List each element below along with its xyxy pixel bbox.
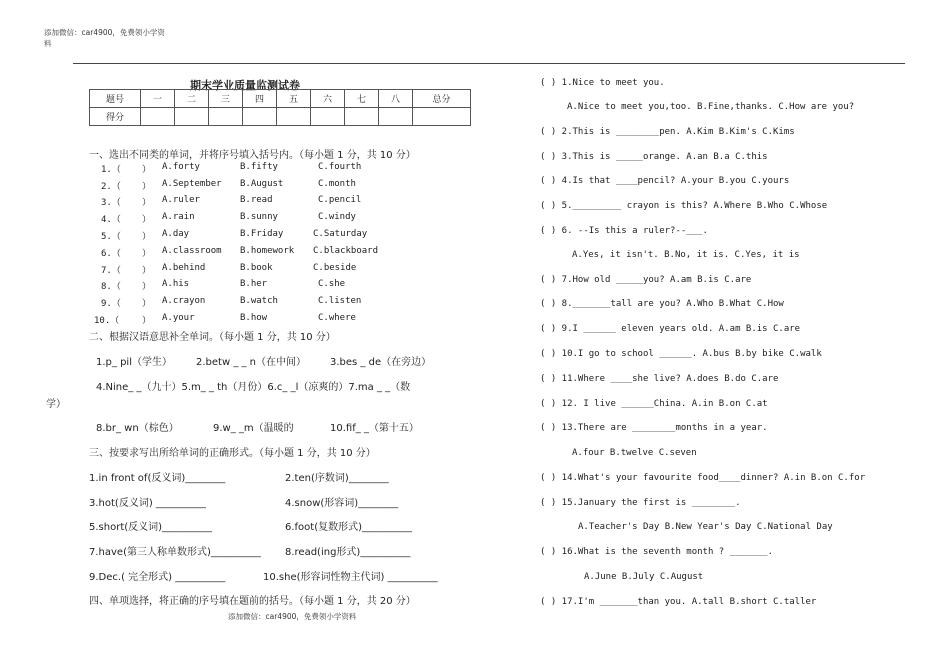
question-item: ( ) 11.Where ____she live? A.does B.do C.are	[540, 374, 779, 384]
section2-line2-wrap: 学）	[46, 399, 66, 410]
score-header-row	[90, 90, 471, 108]
question-item: ( ) 12. I live ______China. A.in B.on C.at	[540, 399, 768, 409]
section1-c: C.beside	[313, 263, 357, 273]
section1-c: C.fourth	[318, 162, 362, 172]
section4-heading: 四、单项选择，将正确的序号填在题前的括号。（每小题 1 分，共 20 分）	[89, 596, 416, 607]
section1-num: 8.（	[101, 282, 121, 292]
section1-b: B.read	[240, 195, 273, 205]
section1-b: B.August	[240, 179, 284, 189]
score-cell: 总分	[413, 90, 471, 108]
question-item: ( ) 15.January the first is ________.	[540, 498, 741, 508]
section3-item: 8.read(ing形式)__________	[285, 547, 411, 558]
section1-a: A.ruler	[162, 195, 200, 205]
section1-a: A.your	[162, 313, 195, 323]
section1-paren[interactable]: ）	[142, 165, 152, 175]
section3-item: 7.have(第三人称单数形式)__________	[89, 547, 261, 558]
section1-num: 6.（	[101, 249, 121, 259]
section1-b: B.how	[240, 313, 268, 323]
question-item: ( ) 17.I'm _______than you. A.tall B.short C.taller	[540, 597, 817, 607]
section1-c: C.Saturday	[313, 229, 368, 239]
question-item: ( ) 7.How old _____you? A.am B.is C.are	[540, 275, 752, 285]
section3-heading: 三、按要求写出所给单词的正确形式。（每小题 1 分，共 10 分）	[89, 448, 376, 459]
section1-b: B.Friday	[240, 229, 284, 239]
score-blank[interactable]	[141, 108, 175, 126]
score-blank[interactable]	[379, 108, 413, 126]
question-item: ( ) 1.Nice to meet you.	[540, 78, 665, 88]
section1-b: B.homework	[240, 246, 295, 256]
section1-c: C.windy	[318, 212, 356, 222]
section1-b: B.book	[240, 263, 273, 273]
score-blank[interactable]	[243, 108, 277, 126]
question-item: ( ) 16.What is the seventh month ? _______.	[540, 547, 773, 557]
score-label: 得分	[90, 108, 141, 126]
score-blank[interactable]	[345, 108, 379, 126]
score-cell: 六	[311, 90, 345, 108]
section1-paren[interactable]: ）	[142, 215, 152, 225]
section1-a: A.his	[162, 279, 190, 289]
score-table	[89, 89, 471, 126]
section3-item: 2.ten(序数词)________	[285, 473, 389, 484]
section1-a: A.behind	[162, 263, 206, 273]
section1-paren[interactable]: ）	[142, 316, 152, 326]
question-item: ( ) 2.This is ________pen. A.Kim B.Kim's C.Kims	[540, 127, 795, 137]
section3-item: 6.foot(复数形式)__________	[285, 522, 413, 533]
section1-c: C.month	[318, 179, 356, 189]
section2-item: 2.betw _ _ n（在中间）	[196, 357, 307, 368]
section1-paren[interactable]: ）	[142, 299, 152, 309]
question-options: A.four B.twelve C.seven	[572, 448, 697, 458]
score-value-row	[90, 108, 471, 126]
question-item: ( ) 8._______tall are you? A.Who B.What C.How	[540, 299, 784, 309]
section1-num: 1.（	[101, 165, 121, 175]
score-blank[interactable]	[277, 108, 311, 126]
section2-item: 9.w_ _m（温暖的	[213, 423, 294, 434]
top-divider	[73, 63, 905, 64]
score-cell: 八	[379, 90, 413, 108]
section3-item: 4.snow(形容词)________	[285, 498, 399, 509]
page-title: 期末学业质量监测试卷	[190, 79, 300, 92]
section2-item: 1.p_ pil（学生）	[96, 357, 172, 368]
question-item: ( ) 6. --Is this a ruler?--___.	[540, 226, 708, 236]
section3-item: 1.in front of(反义词)________	[89, 473, 226, 484]
section1-a: A.day	[162, 229, 190, 239]
section3-item: 10.she(形容词性物主代词) __________	[263, 572, 438, 583]
question-item: ( ) 4.Is that ____pencil? A.your B.you C.yours	[540, 176, 790, 186]
question-options: A.Teacher's Day B.New Year's Day C.National Day	[578, 522, 833, 532]
section3-item: 3.hot(反义词) __________	[89, 498, 206, 509]
section1-num: 4.（	[101, 215, 121, 225]
section1-num: 9.（	[101, 299, 121, 309]
section1-heading: 一、选出不同类的单词，并将序号填入括号内。（每小题 1 分，共 10 分）	[89, 150, 416, 161]
score-cell: 题号	[90, 90, 141, 108]
section1-num: 3.（	[101, 198, 121, 208]
section2-item: 10.fif_ _（第十五）	[330, 423, 419, 434]
section1-c: C.she	[318, 279, 346, 289]
score-cell: 三	[209, 90, 243, 108]
section1-a: A.forty	[162, 162, 200, 172]
score-cell: 五	[277, 90, 311, 108]
section1-num: 10.（	[94, 316, 120, 326]
score-blank[interactable]	[209, 108, 243, 126]
section1-b: B.watch	[240, 296, 278, 306]
score-blank[interactable]	[175, 108, 209, 126]
question-item: ( ) 10.I go to school ______. A.bus B.by bike C.walk	[540, 349, 822, 359]
section1-b: B.sunny	[240, 212, 278, 222]
question-item: ( ) 3.This is _____orange. A.an B.a C.this	[540, 152, 768, 162]
section3-item: 9.Dec.( 完全形式) __________	[89, 572, 226, 583]
section1-b: B.her	[240, 279, 268, 289]
section1-c: C.where	[318, 313, 356, 323]
section1-a: A.rain	[162, 212, 195, 222]
question-item: ( ) 9.I ______ eleven years old. A.am B.is C.are	[540, 324, 801, 334]
score-blank[interactable]	[413, 108, 471, 126]
section3-item: 5.short(反义词)__________	[89, 522, 213, 533]
section1-paren[interactable]: ）	[142, 198, 152, 208]
section1-c: C.pencil	[318, 195, 362, 205]
score-cell: 一	[141, 90, 175, 108]
footer-watermark: 添加微信：car4900，免费领小学资料	[228, 612, 357, 621]
section1-c: C.blackboard	[313, 246, 379, 256]
question-item: ( ) 14.What's your favourite food____dinner? A.in B.on C.for	[540, 473, 866, 483]
score-cell: 二	[175, 90, 209, 108]
section1-b: B.fifty	[240, 162, 278, 172]
section1-c: C.listen	[318, 296, 362, 306]
section1-num: 7.（	[101, 266, 121, 276]
section2-line2: 4.Nine_ _（九十）5.m_ _ th（月份）6.c_ _l（凉爽的）7.ma _ _（数	[96, 382, 411, 393]
section1-a: A.September	[162, 179, 222, 189]
score-cell: 七	[345, 90, 379, 108]
section2-heading: 二、根据汉语意思补全单词。（每小题 1 分，共 10 分）	[89, 332, 336, 343]
section1-num: 5.（	[101, 232, 121, 242]
question-options: A.June B.July C.August	[584, 572, 704, 582]
question-item: ( ) 13.There are ________months in a year.	[540, 423, 768, 433]
header-watermark-line2: 料	[44, 39, 52, 48]
question-item: ( ) 5._________ crayon is this? A.Where B.Who C.Whose	[540, 201, 828, 211]
score-cell: 四	[243, 90, 277, 108]
section1-a: A.classroom	[162, 246, 222, 256]
header-watermark-line1: 添加微信：car4900，免费领小学资	[44, 28, 165, 37]
section1-a: A.crayon	[162, 296, 206, 306]
section1-paren[interactable]: ）	[142, 249, 152, 259]
section1-paren[interactable]: ）	[142, 282, 152, 292]
section2-item: 8.br_ wn（棕色）	[96, 423, 179, 434]
section1-paren[interactable]: ）	[142, 182, 152, 192]
section2-item: 3.bes _ de（在旁边）	[330, 357, 432, 368]
section1-num: 2.（	[101, 182, 121, 192]
section1-paren[interactable]: ）	[142, 232, 152, 242]
question-options: A.Nice to meet you,too. B.Fine,thanks. C.How are you?	[567, 102, 855, 112]
question-options: A.Yes, it isn't. B.No, it is. C.Yes, it is	[572, 250, 800, 260]
score-blank[interactable]	[311, 108, 345, 126]
section1-paren[interactable]: ）	[142, 266, 152, 276]
